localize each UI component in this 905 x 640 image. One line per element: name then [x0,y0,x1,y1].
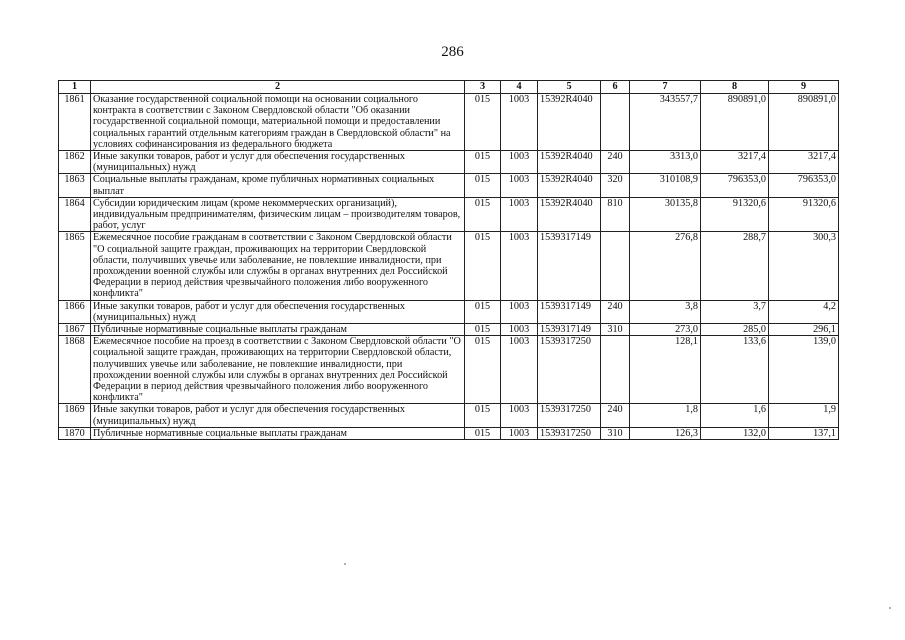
row-number: 1868 [59,336,91,404]
amount-col7: 273,0 [630,324,701,336]
table-row [59,232,839,300]
table-row [59,300,839,323]
target-article-code: 15392R4040 [538,151,601,174]
column-header: 3 [465,81,501,94]
section-code: 1003 [501,300,538,323]
row-number: 1870 [59,427,91,439]
table-row [59,151,839,174]
amount-col9: 4,2 [769,300,839,323]
amount-col8: 91320,6 [701,197,769,232]
target-article-code: 15392R4040 [538,174,601,197]
row-number: 1863 [59,174,91,197]
expense-type-code: 240 [601,404,630,427]
column-header: 6 [601,81,630,94]
ministry-code: 015 [465,174,501,197]
row-number: 1865 [59,232,91,300]
expense-type-code [601,336,630,404]
target-article-code: 1539317149 [538,300,601,323]
amount-col9: 91320,6 [769,197,839,232]
section-code: 1003 [501,197,538,232]
table-row [59,324,839,336]
row-description: Ежемесячное пособие на проезд в соответствии с Законом Свердловской области "О социальной защите граждан, проживающих на территории Свердловской области, получивших увечье или заболевание, не повлекшие инвалидности, при прохождении военной службы или службы в органах внутренних дел Российской Федерации в период действия чрезвычайного положения либо вооруженного конфликта" [91,336,465,404]
amount-col8: 133,6 [701,336,769,404]
amount-col7: 276,8 [630,232,701,300]
amount-col9: 296,1 [769,324,839,336]
amount-col9: 3217,4 [769,151,839,174]
table-row [59,336,839,404]
target-article-code: 1539317250 [538,427,601,439]
budget-table [58,80,839,440]
column-header: 9 [769,81,839,94]
amount-col7: 126,3 [630,427,701,439]
target-article-code: 15392R4040 [538,197,601,232]
target-article-code: 15392R4040 [538,94,601,151]
section-code: 1003 [501,324,538,336]
section-code: 1003 [501,427,538,439]
amount-col7: 30135,8 [630,197,701,232]
amount-col8: 3217,4 [701,151,769,174]
column-header: 2 [91,81,465,94]
row-number: 1864 [59,197,91,232]
expense-type-code: 320 [601,174,630,197]
amount-col8: 3,7 [701,300,769,323]
column-header: 1 [59,81,91,94]
amount-col9: 890891,0 [769,94,839,151]
amount-col7: 3313,0 [630,151,701,174]
table-row [59,427,839,439]
amount-col8: 285,0 [701,324,769,336]
row-description: Субсидии юридическим лицам (кроме некоммерческих организаций), индивидуальным предпринимателям, физическим лицам – производителям товаров, работ, услуг [91,197,465,232]
amount-col9: 796353,0 [769,174,839,197]
section-code: 1003 [501,174,538,197]
section-code: 1003 [501,151,538,174]
row-description: Публичные нормативные социальные выплаты гражданам [91,427,465,439]
table-row [59,174,839,197]
amount-col7: 3,8 [630,300,701,323]
row-description: Оказание государственной социальной помощи на основании социального контракта в соответствии с Законом Свердловской области "Об оказании государственной социальной помощи, материальной помощи и предоставлении социальных гарантий отдельным категориям граждан в Свердловской области" на условиях софинансирования из федерального бюджета [91,94,465,151]
table-row [59,197,839,232]
amount-col8: 796353,0 [701,174,769,197]
row-number: 1867 [59,324,91,336]
row-description: Публичные нормативные социальные выплаты гражданам [91,324,465,336]
expense-type-code [601,232,630,300]
target-article-code: 1539317250 [538,404,601,427]
row-description: Социальные выплаты гражданам, кроме публичных нормативных социальных выплат [91,174,465,197]
target-article-code: 1539317250 [538,336,601,404]
column-header: 5 [538,81,601,94]
header-row [59,81,839,94]
amount-col8: 288,7 [701,232,769,300]
row-number: 1861 [59,94,91,151]
amount-col8: 890891,0 [701,94,769,151]
amount-col9: 300,3 [769,232,839,300]
amount-col8: 1,6 [701,404,769,427]
target-article-code: 1539317149 [538,324,601,336]
row-description: Ежемесячное пособие гражданам в соответствии с Законом Свердловской области "О социальной защите граждан, проживающих на территории Свердловской области, получивших увечье или заболевание, не повлекшие инвалидности, при прохождении военной службы или службы в органах внутренних дел Российской Федерации в период действия чрезвычайного положения либо вооруженного конфликта" [91,232,465,300]
expense-type-code: 310 [601,427,630,439]
ministry-code: 015 [465,197,501,232]
row-number: 1862 [59,151,91,174]
section-code: 1003 [501,232,538,300]
ministry-code: 015 [465,324,501,336]
column-header: 4 [501,81,538,94]
row-description: Иные закупки товаров, работ и услуг для обеспечения государственных (муниципальных) нужд [91,151,465,174]
scan-speck [889,607,891,609]
section-code: 1003 [501,404,538,427]
row-description: Иные закупки товаров, работ и услуг для обеспечения государственных (муниципальных) нужд [91,300,465,323]
column-header: 7 [630,81,701,94]
target-article-code: 1539317149 [538,232,601,300]
table-row [59,404,839,427]
expense-type-code: 240 [601,300,630,323]
amount-col7: 343557,7 [630,94,701,151]
table-row [59,94,839,151]
ministry-code: 015 [465,151,501,174]
row-number: 1869 [59,404,91,427]
ministry-code: 015 [465,94,501,151]
ministry-code: 015 [465,232,501,300]
ministry-code: 015 [465,427,501,439]
amount-col8: 132,0 [701,427,769,439]
expense-type-code: 310 [601,324,630,336]
amount-col9: 137,1 [769,427,839,439]
scan-speck [344,563,346,565]
expense-type-code [601,94,630,151]
column-header: 8 [701,81,769,94]
amount-col9: 139,0 [769,336,839,404]
row-number: 1866 [59,300,91,323]
expense-type-code: 240 [601,151,630,174]
amount-col7: 310108,9 [630,174,701,197]
section-code: 1003 [501,94,538,151]
expense-type-code: 810 [601,197,630,232]
ministry-code: 015 [465,300,501,323]
amount-col9: 1,9 [769,404,839,427]
amount-col7: 128,1 [630,336,701,404]
amount-col7: 1,8 [630,404,701,427]
row-description: Иные закупки товаров, работ и услуг для обеспечения государственных (муниципальных) нужд [91,404,465,427]
ministry-code: 015 [465,404,501,427]
ministry-code: 015 [465,336,501,404]
page-number: 286 [441,44,464,60]
section-code: 1003 [501,336,538,404]
